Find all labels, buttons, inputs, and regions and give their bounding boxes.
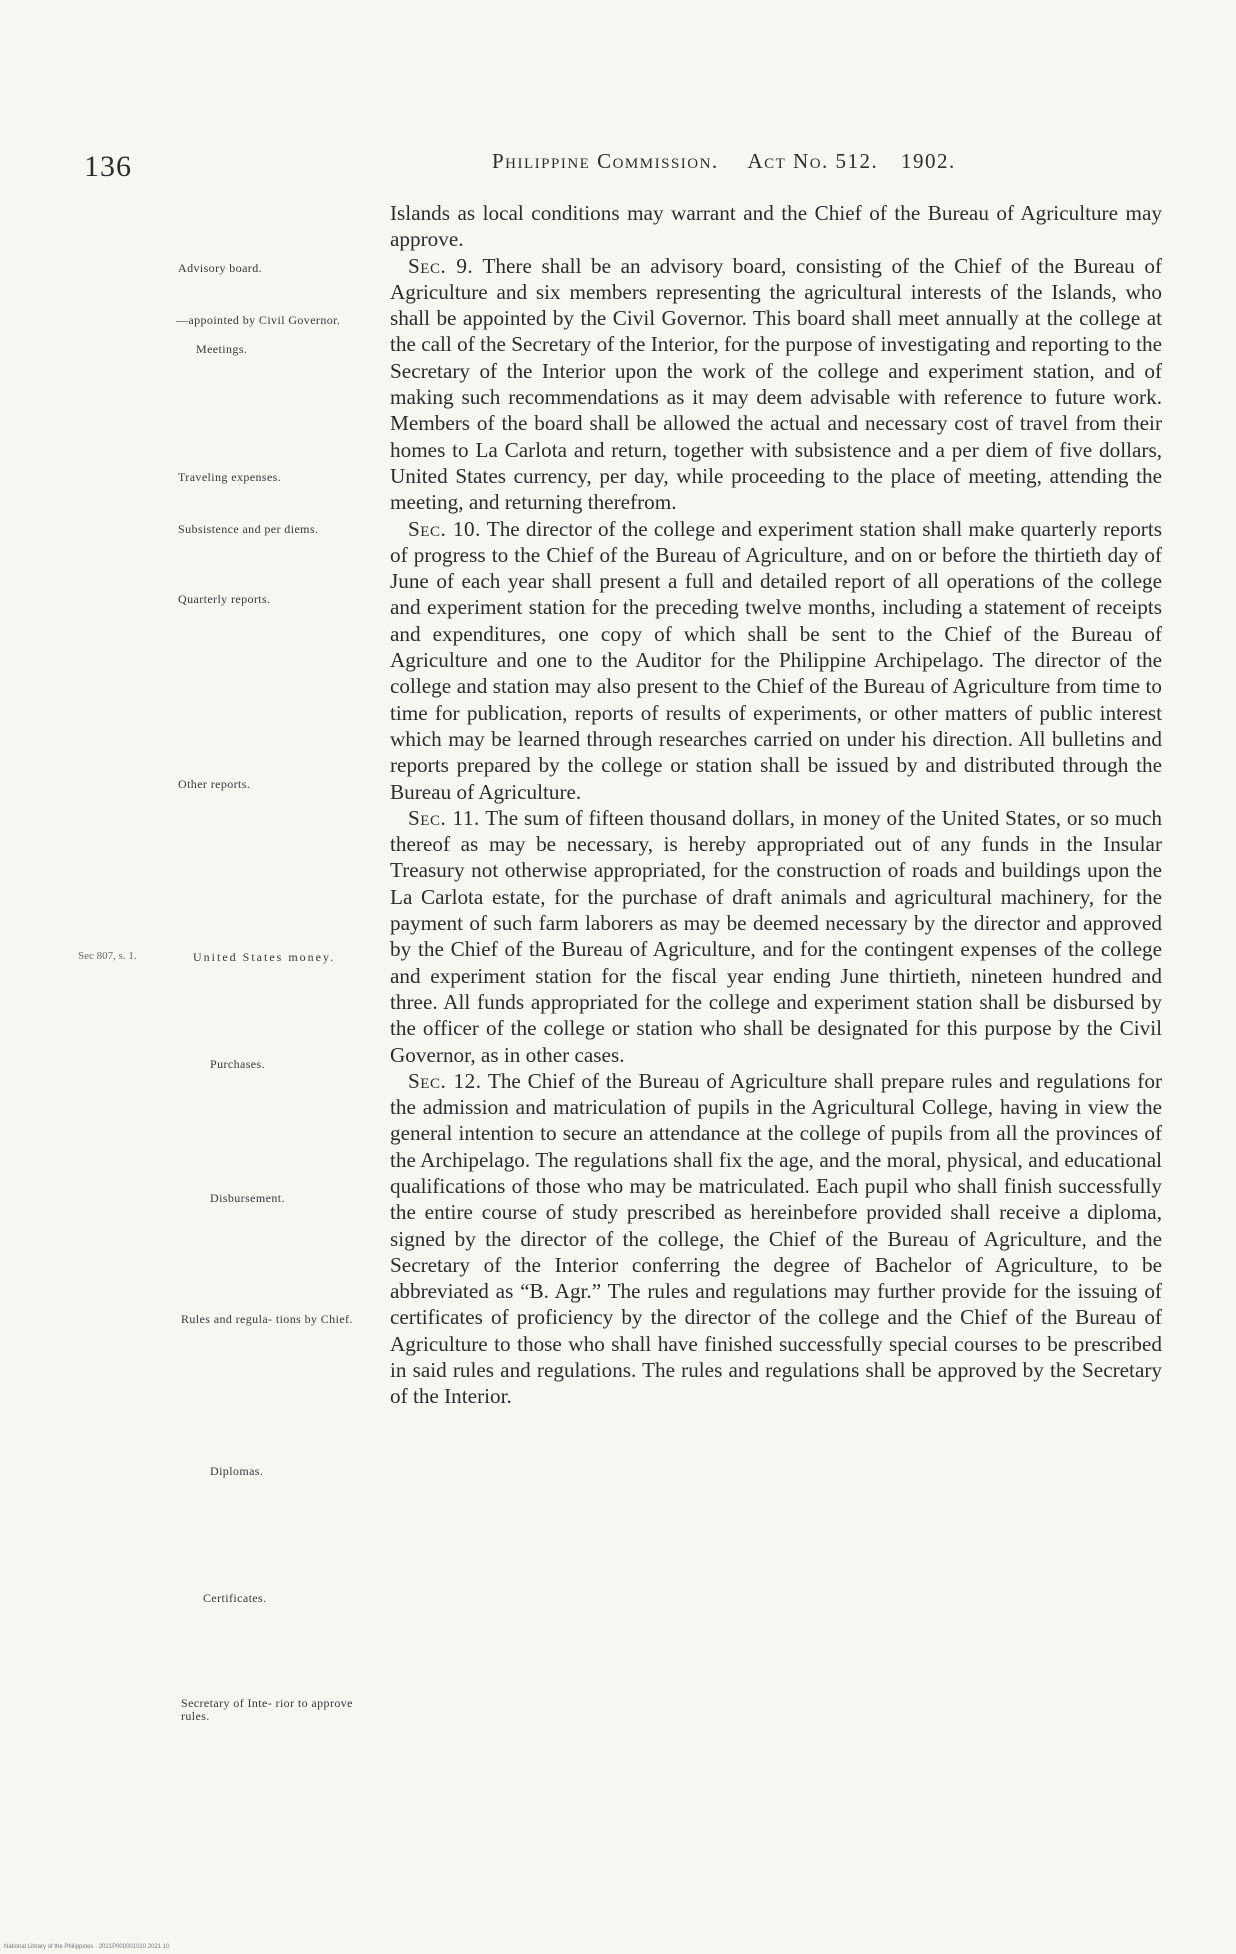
section-12 — [390, 1068, 1162, 1410]
section-label: Sec. 12. — [408, 1068, 482, 1093]
section-label: Sec. 9. — [408, 253, 474, 278]
statute-reference: Sec 807, s. 1. — [78, 950, 137, 962]
section-label: Sec. 10. — [408, 516, 481, 541]
margin-note-advisory-board: Advisory board. — [178, 261, 262, 275]
margin-note-diplomas: Diplomas. — [210, 1464, 264, 1478]
section-label: Sec. 11. — [408, 805, 480, 830]
margin-note-quarterly: Quarterly reports. — [178, 592, 271, 606]
margin-note-appointed: —appointed by Civil Governor. — [176, 313, 341, 327]
running-title: Philippine Commission. — [492, 149, 719, 173]
section-text: The sum of fifteen thousand dollars, in money of the United States, or so much thereof as may be necessary, is hereby appropriated out of any funds in the Insular Treasury not otherwise appropriated, for the construction of roads and buildings upon the La Carlota estate, for the purchase of draft animals and agricultural machinery, for the payment of such farm laborers as may be deemed necessary by the director and approved by the Chief of the Bureau of Agriculture, and for the contingent expenses of the college and experiment station for the fiscal year ending June thirtieth, nineteen hundred and three. All funds appropriated for the college and experiment station shall be disbursed by the officer of the college or station who shall be designated for this purpose by the Civil Governor, as in other cases. — [390, 805, 1163, 1067]
margin-note-traveling: Traveling expenses. — [178, 470, 282, 484]
scan-footer: National Library of the Philippines · 2021P000001010 2021 10 — [4, 1944, 170, 1950]
paragraph-continuation: Islands as local conditions may warrant and the Chief of the Bureau of Agriculture may approve. — [390, 201, 1162, 252]
margin-note-subsistence: Subsistence and per diems. — [178, 522, 319, 536]
page-number: 136 — [84, 150, 132, 183]
margin-note-rules: Rules and regula- tions by Chief. — [181, 1312, 353, 1326]
margin-note-certificates: Certificates. — [203, 1591, 267, 1605]
section-9 — [390, 253, 1162, 516]
running-head — [492, 149, 956, 174]
margin-note-meetings: Meetings. — [196, 342, 248, 356]
section-text: There shall be an advisory board, consisting of the Chief of the Bureau of Agriculture and six members representing the agricultural interests of the Islands, who shall be appointed by the Civil Governor. This board shall meet annually at the college at the call of the Secretary of the Interior, for the purpose of investigating and reporting to the Secretary of the Interior upon the work of the college and experiment station, and of making such recommendations as it may deem advisable with reference to future work. Members of the board shall be allowed the actual and necessary cost of travel from their homes to La Carlota and return, together with subsistence and a per diem of five dollars, United States currency, per day, while proceeding to the place of meeting, attending the meeting, and returning therefrom. — [390, 253, 1162, 515]
section-text: The director of the college and experiment station shall make quarterly reports of progress to the Chief of the Bureau of Agriculture, and on or before the thirtieth day of June of each year shall present a full and detailed report of all operations of the college and experiment station for the preceding twelve months, including a statement of receipts and expenditures, one copy of which shall be sent to the Chief of the Bureau of Agriculture and one to the Auditor for the Philippine Archipelago. The director of the college and station may also present to the Chief of the Bureau of Agriculture from time to time for publication, reports of results of experiments, or other matters of public interest which may be learned through researches carried on under his direction. All bulletins and reports prepared by the college or station shall be issued by and distributed through the Bureau of Agriculture. — [390, 516, 1162, 804]
section-10 — [390, 516, 1162, 805]
margin-note-other: Other reports. — [178, 777, 251, 791]
margin-note-disbursement: Disbursement. — [210, 1191, 285, 1205]
margin-note-money: United States money. — [193, 950, 336, 964]
body-text — [390, 200, 1162, 1410]
act-year: 1902. — [901, 149, 956, 173]
margin-note-secretary: Secretary of Inte- rior to approve rules. — [181, 1696, 353, 1723]
margin-note-purchases: Purchases. — [210, 1057, 265, 1071]
section-text: The Chief of the Bureau of Agriculture shall prepare rules and regulations for the admission and matriculation of pupils in the Agricultural College, having in view the general intention to secure an attendance at the college of pupils from all the provinces of the Archipelago. The regulations shall fix the age, and the moral, physical, and educational qualifications of those who may be matriculated. Each pupil who shall finish successfully the entire course of study prescribed as hereinbefore provided shall receive a diploma, signed by the director of the college, the Chief of the Bureau of Agriculture, and the Secretary of the Interior conferring the degree of Bachelor of Agriculture, to be abbreviated as “B. Agr.” The rules and regulations may further provide for the issuing of certificates of proficiency by the director of the college and the Chief of the Bureau of Agriculture to those who shall have finished successfully special courses to be prescribed in said rules and regulations. The rules and regulations shall be approved by the Secretary of the Interior. — [390, 1068, 1163, 1409]
act-number: Act No. 512. — [747, 149, 879, 173]
section-11 — [390, 805, 1162, 1068]
